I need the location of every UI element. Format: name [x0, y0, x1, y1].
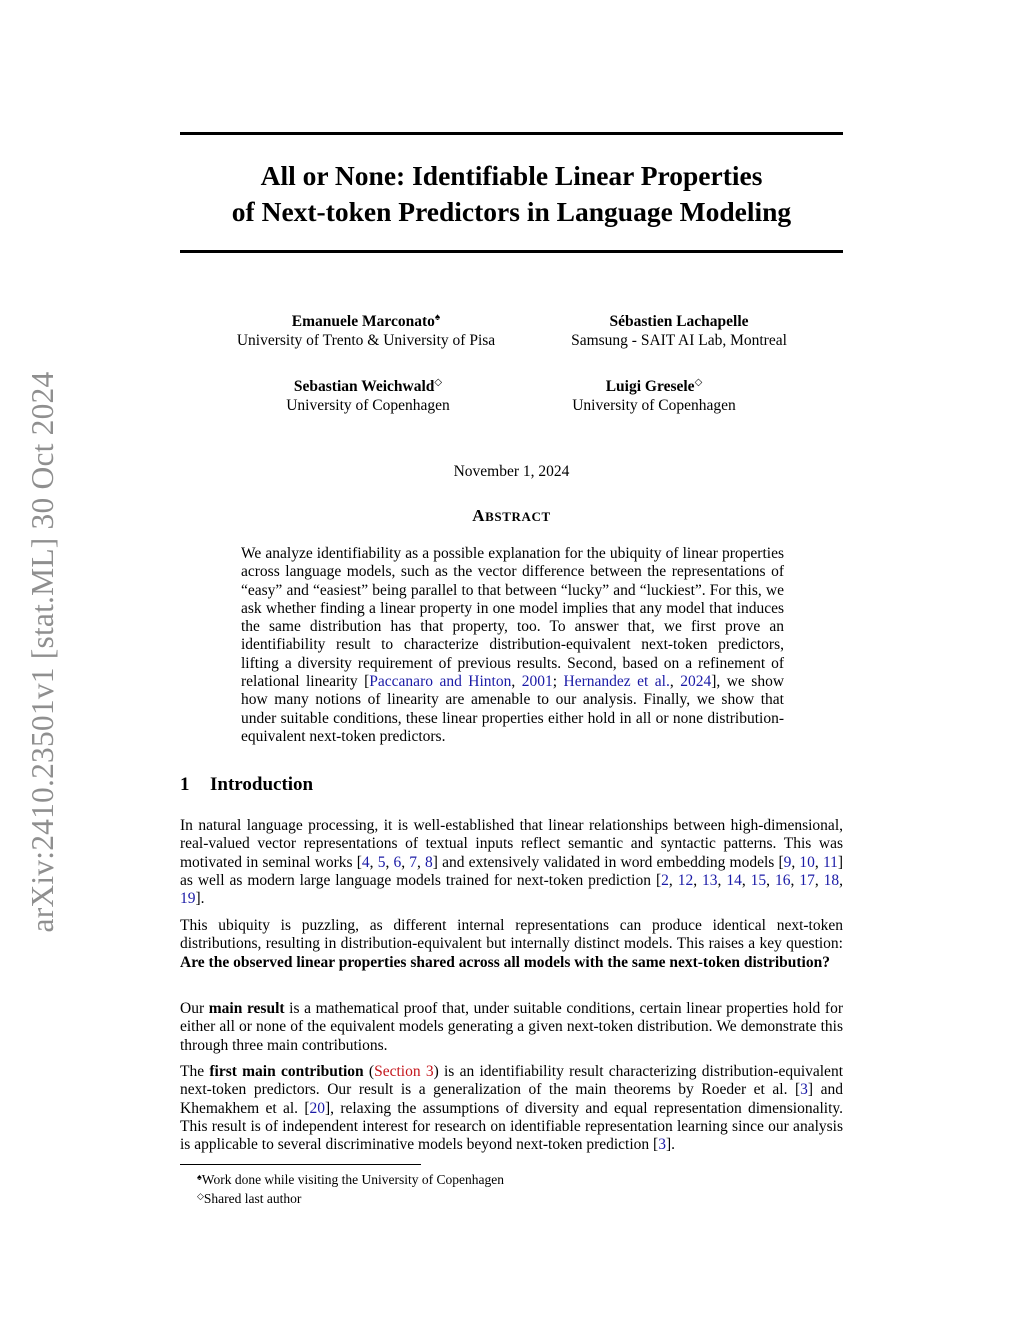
citation-link[interactable]: 5: [377, 853, 386, 871]
section-number: 1: [180, 774, 190, 795]
author-name: Emanuele Marconato♠: [291, 312, 441, 330]
citation-link[interactable]: 16: [775, 871, 791, 889]
abstract-text: We analyze identifiability as a possible explanation for the ubiquity of linear properties across language models, such as the vector difference between the representations of “easy” and “easiest” being parallel to that between “lucky” and “luckiest”. For this, we ask whether finding a linear property in one model implies that any model that induces the same distribution has that property, too. To answer that, we first prove an identifiability result to characterize distribution-equivalent next-token predictors, lifting a diversity requirement of previous results. Second, based on a refinement of relational linearity [Paccanaro and Hinton, 2001; Hernandez et al., 2024], we show how many notions of linearity are amenable to our analysis. Finally, we show that under suitable conditions, these linear properties either hold in all or none distribution-equivalent next-token predictors.: [241, 545, 785, 745]
citation-link[interactable]: 19: [180, 890, 196, 908]
spade-mark-icon: ♠: [434, 312, 441, 323]
author-affiliation: University of Trento & University of Pisa: [236, 332, 496, 349]
citation-link[interactable]: 13: [702, 871, 718, 889]
citation-link[interactable]: 2024: [680, 673, 712, 691]
citation-link[interactable]: 2001: [521, 673, 553, 691]
key-question: Are the observed linear properties shared across all models with the same next-token distribution?: [180, 953, 830, 971]
footnote-rule: [180, 1164, 421, 1165]
arxiv-identifier: arXiv:2410.23501v1 [stat.ML] 30 Oct 2024: [25, 371, 60, 933]
title-line-2: of Next-token Predictors in Language Modeling: [231, 196, 792, 227]
title-rule-top: [180, 132, 843, 135]
intro-paragraph-4: The first main contribution (Section 3) is an identifiability result characterizing distribution-equivalent next-token predictors. Our result is a generalization of the main theorems by Roeder et al. [3] and Khemakhem et al. [20], relaxing the assumptions of diversity and equal representation dimensionality. This result is of independent interest for research on identifiable representation learning since our analysis is applicable to several discriminative models beyond next-token prediction [3].: [180, 1063, 844, 1154]
author-affiliation: University of Copenhagen: [286, 397, 450, 414]
citation-link[interactable]: 20: [309, 1099, 326, 1117]
author-affiliation: Samsung - SAIT AI Lab, Montreal: [571, 332, 787, 349]
citation-link[interactable]: 15: [750, 871, 767, 889]
intro-paragraph-2: This ubiquity is puzzling, as different internal representations can produce identical next-token distributions, resulting in distribution-equivalent but internally distinct models. This raises a key question: Are the observed linear properties shared across all models with the same next-token distribution?: [180, 917, 843, 971]
citation-link[interactable]: 8: [425, 853, 433, 871]
diamond-mark-icon: ◇: [434, 377, 443, 388]
footnote-2: ◇Shared last author: [197, 1191, 302, 1206]
citation-link[interactable]: 11: [822, 853, 838, 871]
citation-link[interactable]: 9: [783, 853, 792, 871]
publication-date: November 1, 2024: [453, 463, 570, 480]
paper-title: [180, 158, 843, 230]
title-rule-bottom: [180, 250, 843, 253]
author-block-1: [196, 312, 536, 350]
diamond-mark-icon: ◇: [197, 1191, 204, 1201]
section-reference-link[interactable]: Section 3: [374, 1063, 434, 1080]
author-name: Sébastien Lachapelle: [609, 313, 749, 330]
citation-link[interactable]: 7: [409, 853, 417, 871]
intro-paragraph-1: In natural language processing, it is well-established that linear relationships between high-dimensional, real-valued vector representations of textual inputs reflect semantic and syntactic patterns. This was motivated in seminal works [4, 5, 6, 7, 8] and extensively validated in word embedding models [9, 10, 11] as well as modern large language models trained for next-token prediction [2, 12, 13, 14, 15, 16, 17, 18, 19].: [180, 817, 844, 908]
citation-link[interactable]: 6: [393, 853, 402, 871]
title-line-1: All or None: Identifiable Linear Properties: [260, 160, 763, 191]
citation-link[interactable]: 18: [823, 871, 840, 889]
abstract-heading: ABSTRACT: [472, 506, 551, 525]
citation-link[interactable]: 4: [361, 853, 370, 871]
citation-link[interactable]: 3: [800, 1081, 808, 1099]
author-name: Luigi Gresele◇: [605, 377, 703, 395]
section-heading: [180, 774, 313, 796]
citation-link[interactable]: Paccanaro and Hinton: [369, 673, 512, 691]
citation-link[interactable]: 2: [661, 871, 669, 889]
author-affiliation: University of Copenhagen: [572, 397, 736, 414]
citation-link[interactable]: 14: [726, 871, 742, 889]
author-block-2: [509, 312, 849, 350]
section-title: Introduction: [210, 774, 314, 795]
citation-link[interactable]: 12: [677, 871, 694, 889]
citation-link[interactable]: 17: [799, 871, 815, 889]
diamond-mark-icon: ◇: [694, 377, 703, 388]
author-block-4: [484, 377, 824, 415]
citation-link[interactable]: 10: [799, 853, 815, 871]
spade-mark-icon: ♠: [197, 1172, 202, 1182]
author-name: Sebastian Weichwald◇: [293, 377, 443, 395]
citation-link[interactable]: 3: [658, 1136, 666, 1154]
intro-paragraph-3: Our main result is a mathematical proof that, under suitable conditions, certain linear properties hold for either all or none of the equivalent models generating a given next-token distribution. We demonstrate this through three main contributions.: [180, 1000, 843, 1054]
footnote-1: ♠Work done while visiting the University of Copenhagen: [197, 1172, 505, 1187]
citation-link[interactable]: Hernandez et al.: [563, 673, 670, 691]
